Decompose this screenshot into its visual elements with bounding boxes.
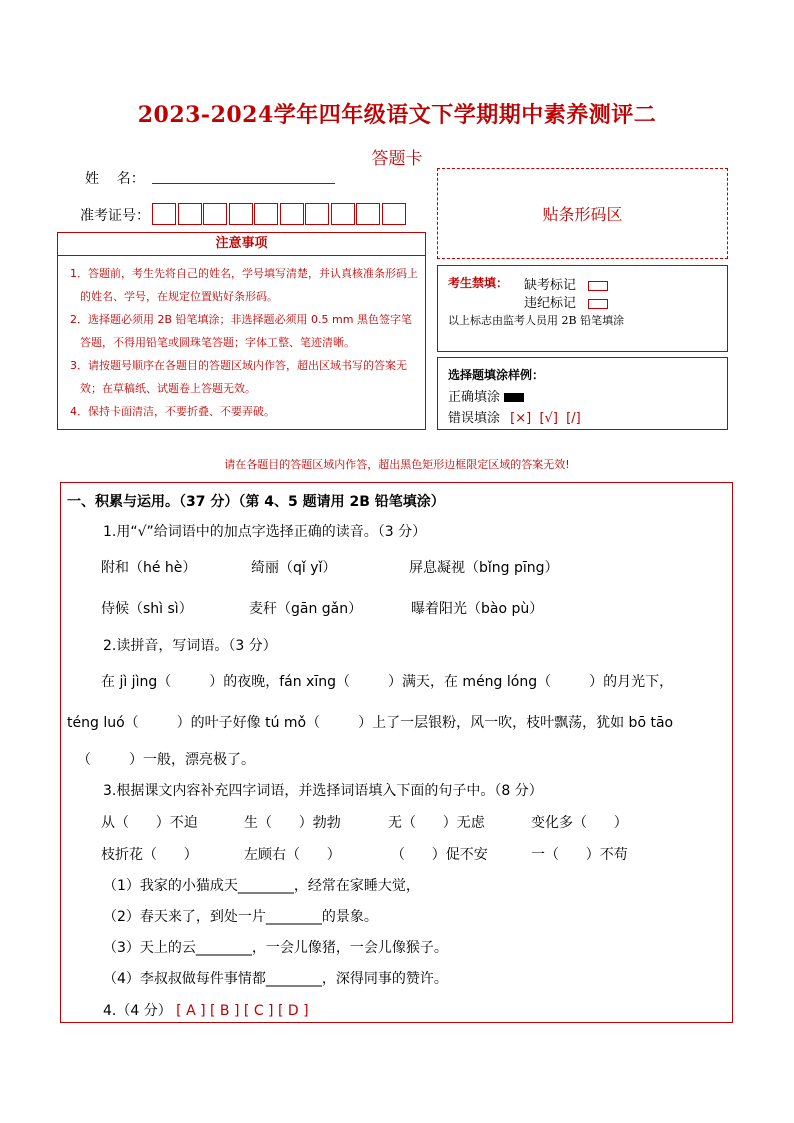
correct-fill-row bbox=[448, 386, 524, 405]
warning-text: 请在各题目的答题区域内作答，超出黑色矩形边框限定区域的答案无效! bbox=[224, 458, 570, 471]
sample-label: 选择题填涂样例： bbox=[448, 368, 545, 382]
id-digit-box[interactable] bbox=[229, 203, 253, 225]
notice-item: 3．请按题号顺序在各题目的答题区域内作答，超出区域书写的答案无效；在草稿纸、试题卷上答题无效。 bbox=[70, 359, 407, 395]
q2-line1 bbox=[101, 671, 673, 691]
q1-item[interactable]: 绮丽（qǐ yǐ） bbox=[251, 560, 337, 576]
q3-sentence[interactable]: （1）我家的小猫成天________，经常在家睡大觉， bbox=[103, 878, 420, 894]
q1-item[interactable]: 侍候（shì sì） bbox=[101, 601, 193, 617]
proctor-only-box bbox=[437, 265, 728, 352]
page-title: 2023-2024学年四年级语文下学期期中素养测评二 bbox=[137, 102, 657, 128]
q2-text: ）的夜晚，fán xīng（ bbox=[209, 674, 350, 690]
id-digit-box[interactable] bbox=[178, 203, 202, 225]
q3-sentence[interactable]: （2）春天来了，到处一片________的景象。 bbox=[103, 909, 378, 925]
notice-item: 1．答题前，考生先将自己的姓名，学号填写清楚，并认真核准条形码上的姓名、学号，在规定位置贴好条形码。 bbox=[70, 267, 418, 303]
notice-box bbox=[57, 232, 426, 430]
exam-id-boxes[interactable] bbox=[152, 203, 407, 225]
q3-sentence[interactable]: （4）李叔叔做每件事情都________，深得同事的赞许。 bbox=[103, 971, 448, 987]
violation-mark-box[interactable] bbox=[588, 299, 608, 309]
q2-text: ）的月光下， bbox=[589, 674, 674, 690]
question-1: 1.用“√”给词语中的加点字选择正确的读音。（3 分） bbox=[103, 524, 427, 540]
absent-mark-box[interactable] bbox=[588, 281, 608, 291]
id-digit-box[interactable] bbox=[382, 203, 406, 225]
q2-text: 在 jì jìng（ bbox=[101, 674, 172, 690]
q2-text: ）一般，漂亮极了。 bbox=[129, 752, 255, 768]
fill-sample-box bbox=[437, 357, 728, 430]
wrong-fill-row bbox=[448, 407, 581, 426]
id-digit-box[interactable] bbox=[305, 203, 329, 225]
name-field[interactable] bbox=[152, 183, 335, 184]
violation-mark-label: 违纪标记 bbox=[524, 296, 577, 311]
q3-idiom[interactable]: 变化多（ ） bbox=[531, 815, 628, 831]
section-heading: 一、积累与运用。（37 分）（第 4、5 题请用 2B 铅笔填涂） bbox=[67, 494, 445, 510]
q2-text: （ bbox=[77, 752, 91, 768]
id-label: 准考证号： bbox=[80, 208, 150, 224]
wrong-fill-label: 错误填涂 bbox=[448, 411, 501, 426]
q1-item[interactable]: 附和（hé hè） bbox=[101, 560, 197, 576]
q3-idiom[interactable]: 一（ ）不苟 bbox=[531, 847, 628, 863]
q2-line2 bbox=[67, 712, 673, 732]
filled-box-icon bbox=[504, 393, 524, 402]
id-digit-box[interactable] bbox=[356, 203, 380, 225]
q3-idiom[interactable]: 枝折花（ ） bbox=[101, 847, 198, 863]
question-2: 2.读拼音，写词语。（3 分） bbox=[103, 638, 277, 654]
wrong-fill-marks: [×] [√] [/] bbox=[510, 411, 581, 426]
id-digit-box[interactable] bbox=[254, 203, 278, 225]
barcode-area bbox=[437, 168, 728, 259]
violation-mark-row bbox=[524, 292, 608, 311]
q2-text: ）上了一层银粉，风一吹，枝叶飘荡，犹如 bō tāo bbox=[358, 715, 674, 731]
q4-options[interactable]: [ A ] [ B ] [ C ] [ D ] bbox=[176, 1003, 309, 1019]
answer-area-section1 bbox=[60, 482, 733, 1023]
id-digit-box[interactable] bbox=[331, 203, 355, 225]
q2-text: ）满天，在 méng lóng（ bbox=[387, 674, 552, 690]
q3-sentence[interactable]: （3）天上的云________，一会儿像猪，一会儿像猴子。 bbox=[103, 940, 448, 956]
correct-fill-label: 正确填涂 bbox=[448, 390, 501, 405]
question-3: 3.根据课文内容补充四字词语，并选择词语填入下面的句子中。（8 分） bbox=[103, 783, 543, 799]
q4-label: 4.（4 分） bbox=[103, 1003, 172, 1019]
proctor-note: 以上标志由监考人员用 2B 铅笔填涂 bbox=[448, 314, 625, 327]
q3-idiom[interactable]: 从（ ）不迫 bbox=[101, 815, 198, 831]
q1-item[interactable]: 麦秆（gān gǎn） bbox=[249, 601, 363, 617]
barcode-label: 贴条形码区 bbox=[542, 205, 623, 224]
q2-text: téng luó（ bbox=[67, 715, 139, 731]
id-digit-box[interactable] bbox=[280, 203, 304, 225]
q1-item[interactable]: 屏息凝视（bǐng pīng） bbox=[409, 560, 559, 576]
question-4 bbox=[103, 1000, 309, 1020]
q3-idiom[interactable]: 生（ ）勃勃 bbox=[244, 815, 341, 831]
q3-idiom[interactable]: 左顾右（ ） bbox=[244, 847, 341, 863]
notice-heading: 注意事项 bbox=[58, 233, 425, 256]
absent-mark-label: 缺考标记 bbox=[524, 278, 577, 293]
name-label: 姓 名： bbox=[85, 171, 145, 187]
page-subtitle: 答题卡 bbox=[371, 149, 423, 169]
id-digit-box[interactable] bbox=[203, 203, 227, 225]
q1-item[interactable]: 曝着阳光（bào pù） bbox=[411, 601, 544, 617]
q2-text: ）的叶子好像 tú mǒ（ bbox=[176, 715, 321, 731]
absent-mark-row bbox=[524, 274, 608, 293]
q3-idiom[interactable]: 无（ ）无虑 bbox=[388, 815, 485, 831]
forbid-label: 考生禁填： bbox=[448, 276, 509, 290]
notice-item: 2．选择题必须用 2B 铅笔填涂；非选择题必须用 0.5 mm 黑色签字笔答题，不得用铅笔或圆珠笔答题；字体工整、笔迹清晰。 bbox=[70, 313, 412, 349]
notice-item: 4．保持卡面清洁，不要折叠、不要弄破。 bbox=[70, 405, 275, 418]
q2-line3 bbox=[77, 749, 255, 769]
id-digit-box[interactable] bbox=[152, 203, 176, 225]
q3-idiom[interactable]: （ ）促不安 bbox=[391, 847, 488, 863]
